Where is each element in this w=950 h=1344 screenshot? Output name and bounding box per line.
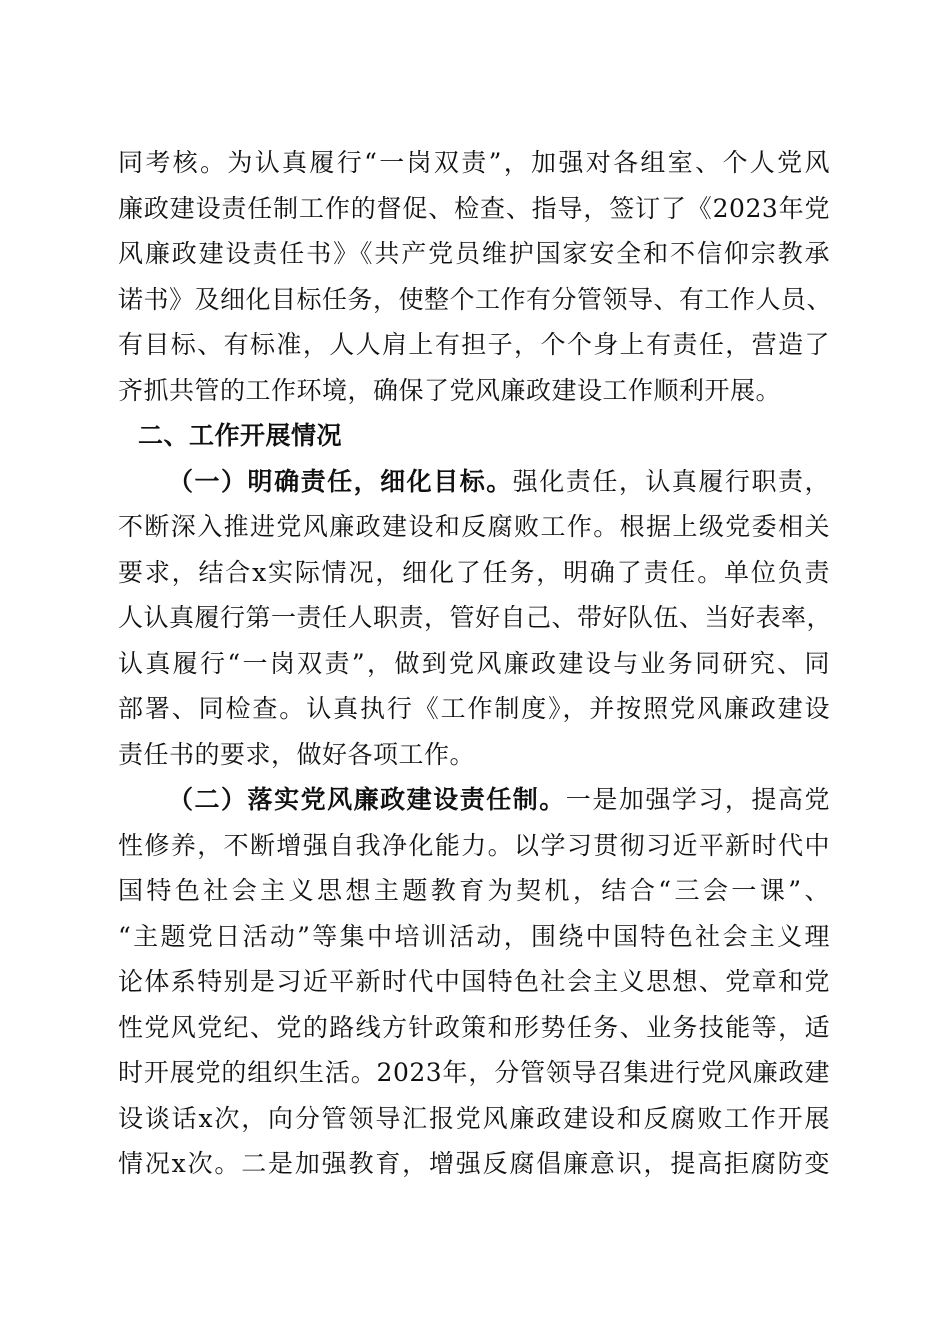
paragraph-line: 要求，结合x实际情况，细化了任务，明确了责任。单位负责	[118, 557, 830, 587]
subsection-first-line	[118, 459, 830, 505]
paragraph-line: 部署、同检查。认真执行《工作制度》，并按照党风廉政建设	[118, 694, 830, 723]
paragraph-line: 性修养，不断增强自我净化能力。以学习贯彻习近平新时代中	[118, 830, 830, 860]
paragraph-line: 风廉政建设责任书》《共产党员维护国家安全和不信仰宗教承	[118, 239, 830, 268]
paragraph-line: 责任书的要求，做好各项工作。	[118, 739, 476, 769]
subsection-title: （一）明确责任，细化目标。	[168, 466, 513, 496]
paragraph-line: 不断深入推进党风廉政建设和反腐败工作。根据上级党委相关	[118, 512, 830, 541]
subsection-text: 强化责任，认真履行职责，	[512, 466, 830, 496]
subsection-title: （二）落实党风廉政建设责任制。	[168, 785, 566, 814]
paragraph-line: 人认真履行第一责任人职责，管好自己、带好队伍、当好表率，	[118, 603, 833, 632]
paragraph-line: 认真履行“一岗双责”，做到党风廉政建设与业务同研究、同	[118, 648, 830, 678]
paragraph-line: 设谈话x次，向分管领导汇报党风廉政建设和反腐败工作开展	[118, 1103, 830, 1133]
paragraph-line: 诺书》及细化目标任务，使整个工作有分管领导、有工作人员、	[118, 284, 833, 314]
paragraph-line: 齐抓共管的工作环境，确保了党风廉政建设工作顺利开展。	[118, 375, 782, 405]
section-heading: 二、工作开展情况	[138, 421, 343, 450]
paragraph-line: 国特色社会主义思想主题教育为契机，结合“三会一课”、	[118, 876, 830, 905]
paragraph-line: 廉政建设责任制工作的督促、检查、指导，签订了《2023年党	[118, 193, 830, 223]
paragraph-line: 性党风党纪、党的路线方针政策和形势任务、业务技能等，适	[118, 1012, 830, 1042]
paragraph-line: 同考核。为认真履行“一岗双责”，加强对各组室、个人党风	[118, 148, 830, 177]
paragraph-line: 时开展党的组织生活。2023年，分管领导召集进行党风廉政建	[118, 1058, 830, 1087]
paragraph-line: 情况x次。二是加强教育，增强反腐倡廉意识，提高拒腐防变	[118, 1149, 830, 1178]
paragraph-line: 论体系特别是习近平新时代中国特色社会主义思想、党章和党	[118, 967, 830, 996]
subsection-text: 一是加强学习，提高党	[565, 785, 830, 814]
paragraph-line: “主题党日活动”等集中培训活动，围绕中国特色社会主义理	[118, 921, 830, 951]
document-body	[118, 140, 833, 1187]
paragraph-line: 有目标、有标准，人人肩上有担子，个个身上有责任，营造了	[118, 330, 830, 359]
subsection-first-line	[118, 777, 830, 823]
